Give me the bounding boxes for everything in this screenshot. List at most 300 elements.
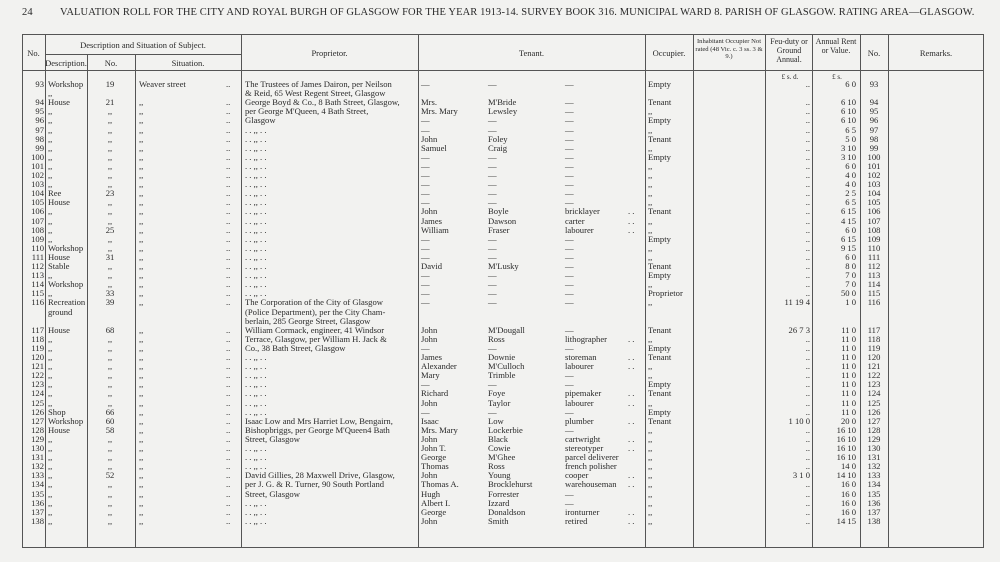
no-cell: 130	[31, 443, 44, 453]
occupier-cell: Tenant	[648, 388, 672, 399]
situation-dots: ..	[226, 370, 231, 381]
situation-dots: ..	[226, 388, 231, 399]
proprietor-cell: Co., 38 Bath Street, Glasgow	[245, 343, 346, 353]
proprietor-cell: . . ,, . .	[245, 225, 267, 235]
situation-cell: ,,	[139, 397, 144, 408]
tenant-first-name: John	[421, 206, 438, 217]
tenant-first-name: Richard	[421, 388, 449, 399]
proprietor-cell: William Cormack, engineer, 41 Windsor	[245, 325, 385, 335]
tenant-first-name: John	[421, 324, 438, 335]
description-cell: ,,	[48, 106, 53, 117]
col-header-tenant: Tenant.	[518, 48, 545, 58]
tenant-dots: . .	[628, 443, 635, 453]
feu-duty-cell: ..	[805, 270, 810, 281]
tenant-first-name: William	[421, 224, 449, 235]
annual-rent-cell: 7 0	[845, 279, 856, 290]
no-right-cell: 93	[869, 79, 879, 89]
no-cell: 106	[31, 206, 44, 217]
feu-duty-cell: ..	[805, 342, 810, 353]
number-cell: ,,	[107, 443, 113, 453]
description-cell: ,,	[48, 397, 53, 408]
tenant-surname: Donaldson	[488, 506, 526, 517]
description-cell: ,,	[48, 388, 53, 399]
feu-duty-cell: ..	[805, 133, 810, 144]
feu-duty-cell: ..	[805, 515, 810, 526]
situation-cell: ,,	[139, 106, 144, 117]
no-cell: 118	[31, 333, 44, 344]
annual-rent-cell: 6 0	[845, 251, 856, 262]
tenant-surname: —	[488, 188, 497, 199]
tenant-dots: . .	[628, 361, 635, 372]
tenant-surname: Foley	[488, 133, 508, 144]
occupier-cell: Tenant	[648, 324, 672, 335]
no-cell: 128	[31, 424, 44, 435]
number-cell: ,,	[107, 142, 113, 153]
situation-cell: ,,	[139, 251, 144, 262]
situation-cell: ,,	[139, 324, 144, 335]
situation-cell: ,,	[139, 470, 144, 481]
number-cell: ,,	[107, 160, 113, 171]
tenant-first-name: John	[421, 397, 438, 408]
number-cell: ,,	[107, 461, 113, 472]
annual-rent-cell: 11 0	[841, 388, 856, 399]
occupier-cell: ,,	[648, 251, 653, 262]
proprietor-cell: . . ,, . .	[245, 289, 267, 299]
situation-dots: ..	[226, 251, 231, 262]
tenant-occupation: —	[565, 179, 574, 190]
number-cell: ,,	[107, 179, 113, 190]
number-cell: ,,	[107, 397, 113, 408]
annual-rent-cell: 16 0	[840, 488, 856, 499]
feu-duty-cell: ..	[805, 124, 810, 135]
situation-cell: ,,	[139, 124, 144, 135]
situation-cell: Weaver street	[139, 79, 186, 89]
situation-dots: ..	[226, 461, 231, 472]
proprietor-cell: George Boyd & Co., 8 Bath Street, Glasgow,	[245, 98, 400, 108]
proprietor-cell: . . ,, . .	[245, 198, 267, 208]
tenant-dots: . .	[628, 470, 635, 481]
description-cell: ,,	[48, 160, 53, 171]
occupier-cell: Tenant	[648, 261, 672, 271]
tenant-surname: Downie	[488, 352, 516, 362]
tenant-surname: Low	[488, 415, 504, 426]
occupier-cell: Empty	[648, 270, 671, 281]
annual-rent-cell: 11 0	[841, 324, 856, 335]
tenant-occupation: —	[565, 488, 574, 499]
no-cell: 124	[31, 388, 44, 399]
occupier-cell: ,,	[648, 461, 653, 472]
description-cell: Shop	[48, 406, 66, 417]
tenant-surname: —	[488, 124, 497, 135]
tenant-occupation: parcel deliverer	[565, 452, 619, 463]
tenant-dots: . .	[628, 388, 635, 399]
tenant-first-name: James	[421, 352, 443, 362]
occupier-cell: ,,	[648, 142, 653, 153]
feu-duty-cell: ..	[805, 261, 810, 271]
col-rule	[765, 34, 766, 548]
tenant-occupation: —	[565, 142, 574, 153]
no-cell: 132	[31, 461, 44, 472]
annual-rent-cell: 11 0	[841, 397, 856, 408]
tenant-surname: M'Bride	[488, 97, 517, 108]
occupier-cell: ,,	[648, 443, 653, 453]
feu-duty-cell: ..	[805, 242, 810, 253]
situation-cell: ,,	[139, 433, 144, 444]
tenant-first-name: —	[421, 197, 430, 208]
tenant-dots: . .	[628, 224, 635, 235]
no-right-cell: 104	[867, 188, 881, 199]
situation-cell: ,,	[139, 497, 144, 508]
no-cell: 96	[35, 115, 44, 126]
proprietor-cell: . . ,, . .	[245, 234, 267, 244]
no-cell: 131	[31, 452, 44, 463]
no-right-cell: 102	[867, 170, 881, 180]
annual-rent-cell: 11 0	[841, 352, 856, 362]
tenant-surname: Black	[488, 433, 509, 444]
tenant-first-name: Mrs. Mary	[421, 106, 458, 117]
situation-cell: ,,	[139, 424, 144, 435]
tenant-surname: —	[488, 251, 497, 262]
proprietor-cell: Isaac Low and Mrs Harriet Low, Bengairn,	[245, 416, 393, 426]
tenant-surname: Foye	[488, 388, 506, 399]
number-cell: 19	[105, 79, 115, 89]
annual-rent-cell: 16 10	[836, 443, 856, 453]
situation-cell: ,,	[139, 479, 144, 490]
col-header-description-group: Description and Situation of Subject.	[80, 40, 206, 50]
situation-cell: ,,	[139, 179, 144, 190]
feu-duty-cell: ..	[805, 352, 810, 362]
no-cell: 109	[31, 233, 44, 244]
no-right-cell: 100	[867, 151, 881, 162]
tenant-first-name: —	[421, 242, 430, 253]
feu-duty-cell: ..	[805, 452, 810, 463]
no-right-cell: 126	[867, 406, 881, 417]
feu-duty-cell: 26 7 3	[788, 324, 810, 335]
tenant-first-name: John	[421, 333, 438, 344]
proprietor-cell: Glasgow	[245, 116, 276, 126]
tenant-surname: —	[488, 160, 497, 171]
no-right-cell: 129	[867, 433, 881, 444]
proprietor-cell: . . ,, . .	[245, 189, 267, 199]
tenant-first-name: George	[421, 506, 447, 517]
situation-cell: ,,	[139, 370, 144, 381]
tenant-first-name: David	[421, 261, 443, 271]
tenant-first-name: —	[421, 179, 430, 190]
col-header-number: No.	[104, 58, 118, 68]
description-cell: Ree	[48, 188, 62, 199]
tenant-occupation: cartwright	[565, 433, 601, 444]
occupier-cell: ,,	[648, 197, 653, 208]
situation-cell: ,,	[139, 415, 144, 426]
description-cell: ,,	[48, 342, 53, 353]
situation-cell: ,,	[139, 270, 144, 281]
tenant-first-name: —	[421, 406, 430, 417]
annual-rent-cell: 11 0	[841, 406, 856, 417]
tenant-dots: . .	[628, 333, 635, 344]
tenant-first-name: Mrs.	[421, 97, 437, 108]
annual-rent-cell: 11 0	[841, 379, 856, 390]
description-cell: House	[48, 97, 70, 108]
no-right-cell: 101	[867, 160, 881, 171]
proprietor-cell: . . ,, . .	[245, 353, 267, 362]
description-cell: ,,	[48, 443, 53, 453]
tenant-first-name: Isaac	[421, 415, 439, 426]
number-cell: 60	[105, 415, 115, 426]
number-cell: ,,	[107, 215, 113, 226]
number-cell: ,,	[107, 497, 113, 508]
no-right-cell: 128	[867, 424, 881, 435]
tenant-occupation: —	[565, 279, 574, 290]
number-cell: 68	[105, 324, 115, 335]
tenant-occupation: labourer	[565, 361, 594, 372]
number-cell: ,,	[107, 488, 113, 499]
tenant-surname: —	[488, 342, 497, 353]
tenant-occupation: —	[565, 124, 574, 135]
situation-cell: ,,	[139, 352, 144, 362]
situation-cell: ,,	[139, 215, 144, 226]
situation-cell: ,,	[139, 97, 144, 108]
description-cell: ,,	[48, 224, 53, 235]
col-rule	[860, 34, 861, 548]
number-cell: ,,	[107, 206, 113, 217]
tenant-first-name: —	[421, 124, 430, 135]
tenant-occupation: —	[565, 197, 574, 208]
feu-duty-cell: ..	[805, 279, 810, 290]
description-cell: ,,	[48, 497, 53, 508]
feu-duty-cell: ..	[805, 461, 810, 472]
number-cell: ,,	[107, 151, 113, 162]
feu-duty-cell: ..	[805, 233, 810, 244]
tenant-occupation: —	[565, 270, 574, 281]
tenant-first-name: Hugh	[421, 488, 441, 499]
description-cell: ,,	[48, 133, 53, 144]
tenant-first-name: Mary	[421, 370, 440, 381]
description-cell: ,,	[48, 461, 53, 472]
no-right-cell: 123	[867, 379, 881, 390]
situation-dots: ..	[226, 379, 231, 390]
tenant-occupation: —	[565, 251, 574, 262]
number-cell: 58	[105, 424, 115, 435]
feu-duty-cell: 1 10 0	[788, 415, 810, 426]
situation-cell: ,,	[139, 342, 144, 353]
occupier-cell: Empty	[648, 406, 671, 417]
proprietor-cell: . . ,, . .	[245, 362, 267, 372]
tenant-surname: —	[488, 115, 497, 126]
tenant-surname: Fraser	[488, 224, 510, 235]
tenant-dots: . .	[628, 415, 635, 426]
tenant-surname: Taylor	[488, 397, 511, 408]
annual-rent-cell: 4 15	[840, 215, 856, 226]
description-cell: ,,	[48, 88, 53, 99]
feu-duty-cell: ..	[805, 251, 810, 262]
feu-duty-cell: ..	[805, 424, 810, 435]
description-cell: ,,	[48, 288, 53, 299]
annual-rent-cell: 5 0	[845, 133, 856, 144]
tenant-occupation: —	[565, 188, 574, 199]
annual-rent-cell: 1 0	[845, 297, 856, 308]
proprietor-cell: . . ,, . .	[245, 380, 267, 390]
annual-rent-cell: 11 0	[841, 370, 856, 381]
no-cell: 95	[35, 106, 44, 117]
col-header-no-right: No.	[867, 48, 881, 58]
number-cell: 52	[105, 470, 115, 481]
no-cell: 121	[31, 361, 44, 372]
tenant-surname: Izzard	[488, 497, 510, 508]
annual-rent-cell: 6 10	[840, 115, 856, 126]
situation-dots: ..	[226, 151, 231, 162]
occupier-cell: ,,	[648, 242, 653, 253]
occupier-cell: ,,	[648, 470, 653, 481]
situation-dots: ..	[226, 124, 231, 135]
situation-cell: ,,	[139, 452, 144, 463]
number-cell: ,,	[107, 370, 113, 381]
occupier-cell: ,,	[648, 279, 653, 290]
proprietor-cell: David Gillies, 28 Maxwell Drive, Glasgow,	[245, 471, 395, 481]
description-cell: ,,	[48, 151, 53, 162]
tenant-surname: —	[488, 197, 497, 208]
situation-cell: ,,	[139, 115, 144, 126]
proprietor-cell: (Police Department), per the City Cham-	[245, 307, 386, 317]
feu-duty-cell: ..	[805, 215, 810, 226]
description-cell: ,,	[48, 179, 53, 190]
situation-cell: ,,	[139, 379, 144, 390]
no-cell: 102	[31, 170, 44, 180]
proprietor-cell: The Trustees of James Dairon, per Neilson	[245, 80, 392, 89]
no-right-cell: 96	[869, 115, 879, 126]
annual-rent-cell: 16 10	[836, 433, 856, 444]
tenant-occupation: —	[565, 288, 574, 299]
situation-cell: ,,	[139, 151, 144, 162]
proprietor-cell: . . ,, . .	[245, 371, 267, 381]
no-cell: 108	[31, 224, 44, 235]
tenant-surname: —	[488, 170, 497, 180]
number-cell: ,,	[107, 270, 113, 281]
situation-dots: ..	[226, 479, 231, 490]
proprietor-cell: . . ,, . .	[245, 444, 267, 453]
tenant-first-name: —	[421, 170, 430, 180]
annual-rent-cell: 11 0	[841, 361, 856, 372]
proprietor-cell: . . ,, . .	[245, 271, 267, 281]
no-cell: 99	[35, 142, 44, 153]
no-cell: 126	[31, 406, 44, 417]
situation-dots: ..	[226, 197, 231, 208]
no-cell: 98	[35, 133, 44, 144]
occupier-cell: ,,	[648, 106, 653, 117]
no-right-cell: 130	[867, 443, 881, 453]
number-cell: 66	[105, 406, 115, 417]
no-cell: 134	[31, 479, 44, 490]
situation-dots: ..	[226, 361, 231, 372]
annual-rent-cell: 2 5	[845, 188, 856, 199]
no-cell: 137	[31, 506, 44, 517]
tenant-surname: —	[488, 151, 497, 162]
tenant-surname: —	[488, 406, 497, 417]
tenant-first-name: —	[421, 188, 430, 199]
number-cell: ,,	[107, 333, 113, 344]
feu-duty-cell: ..	[805, 488, 810, 499]
annual-rent-cell: 20 0	[840, 415, 856, 426]
description-cell: Stable	[48, 261, 70, 271]
tenant-surname: Ross	[488, 461, 505, 472]
description-cell: ,,	[48, 170, 53, 180]
situation-dots: ..	[226, 188, 231, 199]
feu-duty-cell: ..	[805, 224, 810, 235]
description-cell: ,,	[48, 142, 53, 153]
description-cell: House	[48, 197, 70, 208]
no-right-cell: 138	[867, 515, 881, 526]
situation-cell: ,,	[139, 188, 144, 199]
situation-dots: ..	[226, 97, 231, 108]
tenant-surname: —	[488, 379, 497, 390]
col-header-annual-rent: Annual Rent or Value.	[815, 37, 857, 55]
number-cell: 21	[105, 97, 115, 108]
number-cell: ,,	[107, 515, 113, 526]
tenant-surname: Brocklehurst	[488, 479, 533, 490]
situation-cell: ,,	[139, 170, 144, 180]
proprietor-cell: . . ,, . .	[245, 462, 267, 472]
tenant-dots: . .	[628, 479, 635, 490]
tenant-surname: Lockerbie	[488, 424, 523, 435]
situation-cell: ,,	[139, 515, 144, 526]
description-cell: House	[48, 324, 70, 335]
situation-cell: ,,	[139, 224, 144, 235]
tenant-first-name: —	[421, 115, 430, 126]
situation-cell: ,,	[139, 242, 144, 253]
no-right-cell: 99	[869, 142, 879, 153]
occupier-cell: ,,	[648, 361, 653, 372]
no-cell: 136	[31, 497, 44, 508]
occupier-cell: Tenant	[648, 97, 672, 108]
tenant-occupation: bricklayer	[565, 206, 600, 217]
no-right-cell: 135	[867, 488, 881, 499]
no-right-cell: 97	[869, 124, 879, 135]
tenant-first-name: —	[421, 342, 430, 353]
situation-cell: ,,	[139, 506, 144, 517]
tenant-occupation: —	[565, 115, 574, 126]
number-cell: ,,	[107, 479, 113, 490]
situation-dots: ..	[226, 279, 231, 290]
situation-cell: ,,	[139, 261, 144, 271]
annual-rent-cell: 6 15	[840, 233, 856, 244]
number-cell: ,,	[107, 452, 113, 463]
situation-dots: ..	[226, 170, 231, 180]
description-cell: House	[48, 251, 70, 262]
tenant-first-name: John T.	[421, 443, 446, 453]
feu-duty-cell: ..	[805, 142, 810, 153]
tenant-surname: —	[488, 288, 497, 299]
number-cell: 25	[105, 224, 115, 235]
situation-dots: ..	[226, 79, 231, 89]
no-right-cell: 127	[867, 415, 881, 426]
col-rule	[45, 34, 46, 548]
occupier-cell: Tenant	[648, 415, 672, 426]
description-cell: ground	[48, 306, 73, 317]
number-cell: ,,	[107, 506, 113, 517]
situation-dots: ..	[226, 397, 231, 408]
proprietor-cell: . . ,, . .	[245, 143, 267, 153]
situation-dots: ..	[226, 242, 231, 253]
feu-duty-cell: ..	[805, 197, 810, 208]
no-right-cell: 94	[869, 97, 879, 108]
tenant-first-name: John	[421, 470, 438, 481]
number-cell: ,,	[107, 342, 113, 353]
col-header-description: Description.	[45, 58, 87, 68]
occupier-cell: ,,	[648, 506, 653, 517]
page-header	[22, 3, 982, 21]
number-cell: ,,	[107, 124, 113, 135]
situation-dots: ..	[226, 261, 231, 271]
tenant-first-name: —	[421, 251, 430, 262]
